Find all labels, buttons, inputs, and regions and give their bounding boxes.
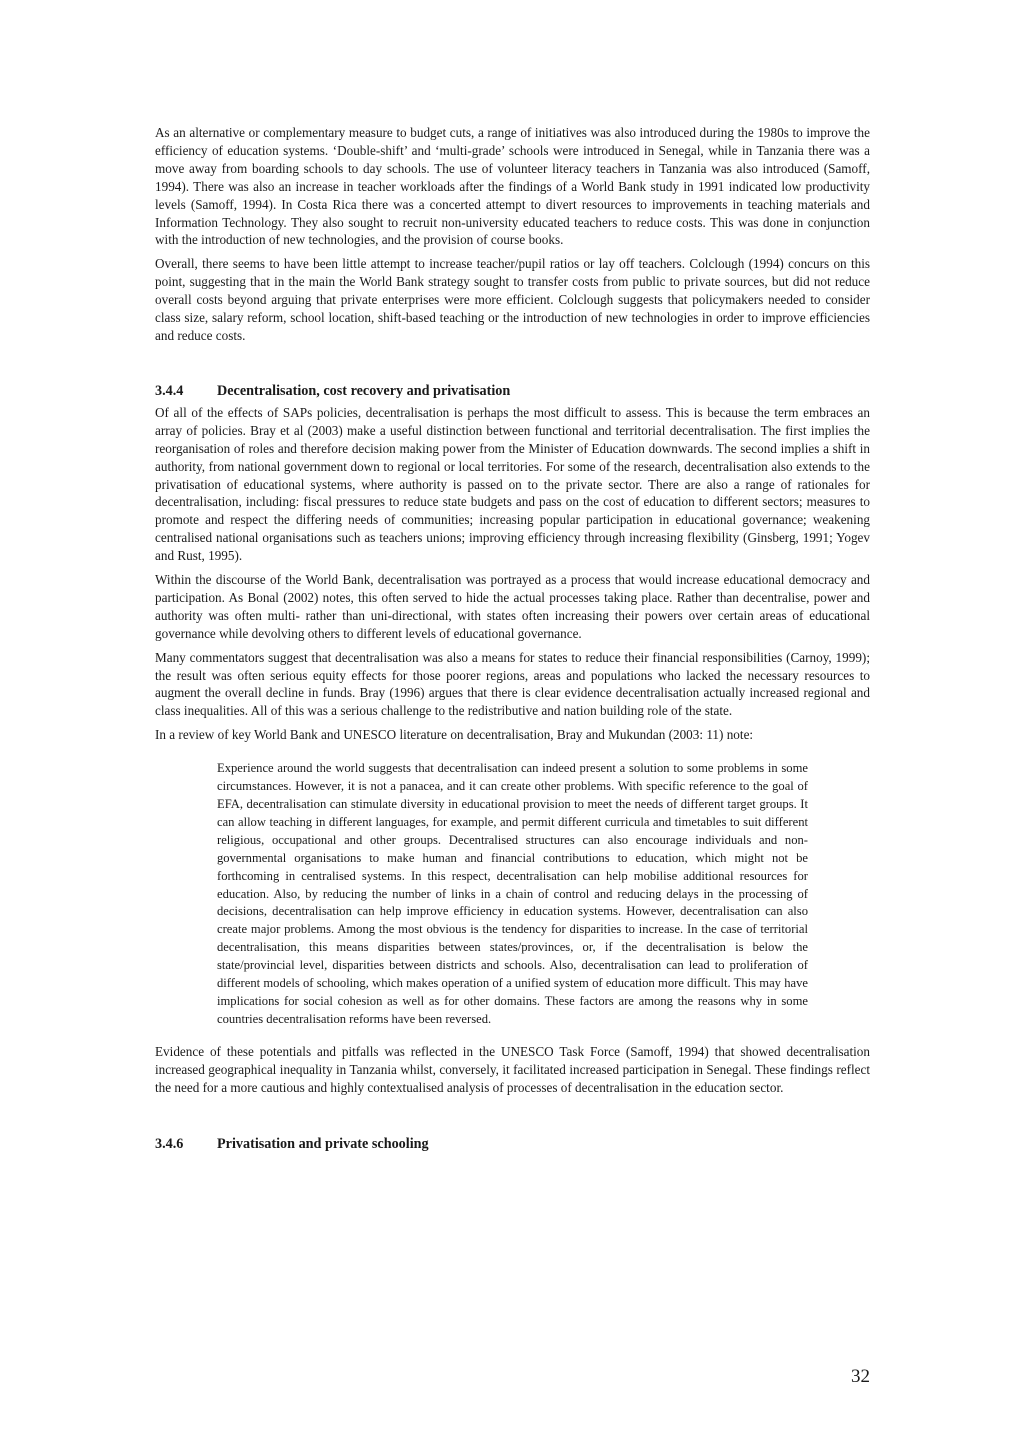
paragraph-world-bank-discourse: Within the discourse of the World Bank, decentralisation was portrayed as a process that would increase educational democracy and participation. As Bonal (2002) notes, this often served to hide the actual processes taking place. Rather than decentralise, power and authority was often multi- rather than uni-directional, with states often increasing their powers over certain areas of educational governance while devolving others to different levels of educational governance.: [155, 572, 870, 641]
paragraph-review-intro: In a review of key World Bank and UNESCO literature on decentralisation, Bray and Mukundan (2003: 11) note:: [155, 727, 754, 743]
block-quote: Experience around the world suggests that decentralisation can indeed present a solution to some problems in some circumstances. However, it is not a panacea, and it can create other problems. With specific reference to the goal of EFA, decentralisation can stimulate diversity in educational provision to meet the needs of different target groups. It can allow teaching in different languages, for example, and permit different curricula and timetables to suit different religious, occupational and other groups. Decentralised structures can also encourage individuals and non-governmental organisations to make human and financial contributions to education, which might not be forthcoming in centralised systems. In this respect, decentralisation can help mobilise additional resources for education. Also, by reducing the number of links in a chain of control and reducing delays in the processing of decisions, decentralisation can help improve efficiency in education systems. However, decentralisation can also create major problems. Among the most obvious is the tendency for disparities to increase. In the case of territorial decentralisation, this means disparities between states/provinces, or, if the decentralisation is below the state/provincial level, disparities between districts and schools. Also, decentralisation can lead to proliferation of different models of schooling, which makes operation of a unified system of education more difficult. This may have implications for social cohesion as well as for other domains. These factors are among the reasons why in some countries decentralisation reforms have been reversed.: [217, 761, 808, 1026]
section-heading-3-4-6: [155, 1135, 870, 1153]
section-number: 3.4.6: [155, 1135, 184, 1152]
section-heading-3-4-4: [155, 382, 870, 400]
page-number: 32: [851, 1366, 870, 1387]
paragraph-decentralisation-effects: Of all of the effects of SAPs policies, decentralisation is perhaps the most difficult to assess. This is because the term embraces an array of policies. Bray et al (2003) make a useful distinction between functional and territorial decentralisation. The first implies the reorganisation of roles and therefore decision making power from the Minister of Education downwards. The second implies a shift in authority, from national government down to regional or local territories. For some of the research, decentralisation also extends to the privatisation of educational systems, where authority is passed on to the private sector. There are also a range of rationales for decentralisation, including: fiscal pressures to reduce state budgets and pass on the cost of education to different sectors; measures to promote and respect the differing needs of communities; increasing popular participation in educational governance; weakening centralised national organisations such as teachers unions; improving efficiency through increasing flexibility (Ginsberg, 1991; Yogev and Rust, 1995).: [155, 404, 870, 564]
paragraph-teacher-ratios: Overall, there seems to have been little attempt to increase teacher/pupil ratios or lay off teachers. Colclough (1994) concurs on this point, suggesting that in the main the World Bank strategy sought to transfer costs from public to private sources, but did not reduce overall costs beyond arguing that private enterprises were more efficient. Colclough suggests that policymakers needed to consider class size, salary reform, school location, shift-based teaching or the introduction of new technologies in order to improve efficiencies and reduce costs.: [155, 256, 870, 343]
section-number: 3.4.4: [155, 382, 184, 399]
page-body: [155, 124, 870, 1153]
paragraph-evidence-closing: Evidence of these potentials and pitfalls was reflected in the UNESCO Task Force (Samoff, 1994) that showed decentralisation increased geographical inequality in Tanzania whilst, conversely, it facilitated increased participation in Senegal. These findings reflect the need for a more cautious and highly contextualised analysis of processes of decentralisation in the education sector.: [155, 1043, 870, 1095]
paragraph-efficiency-initiatives: As an alternative or complementary measure to budget cuts, a range of initiatives was also introduced during the 1980s to improve the efficiency of education systems. ‘Double-shift’ and ‘multi-grade’ schools were introduced in Senegal, while in Tanzania there was a move away from boarding schools to day schools. The use of volunteer literacy teachers in Tanzania was also introduced (Samoff, 1994). There was also an increase in teacher workloads after the findings of a World Bank study in 1991 indicated low productivity levels (Samoff, 1994). In Costa Rica there was a concerted attempt to divert resources to improvements in teaching materials and Information Technology. They also sought to recruit non-university educated teachers to reduce costs. This was done in conjunction with the introduction of new technologies, and the provision of course books.: [155, 125, 870, 248]
section-title: Decentralisation, cost recovery and privatisation: [217, 382, 511, 399]
section-title: Privatisation and private schooling: [217, 1135, 429, 1152]
paragraph-financial-responsibilities: Many commentators suggest that decentralisation was also a means for states to reduce their financial responsibilities (Carnoy, 1999); the result was often serious equity effects for those poorer regions, areas and populations who lacked the necessary resources to augment the overall decline in funds. Bray (1996) argues that there is clear evidence decentralisation actually increased regional and class inequalities. All of this was a serious challenge to the redistributive and nation building role of the state.: [155, 649, 870, 719]
